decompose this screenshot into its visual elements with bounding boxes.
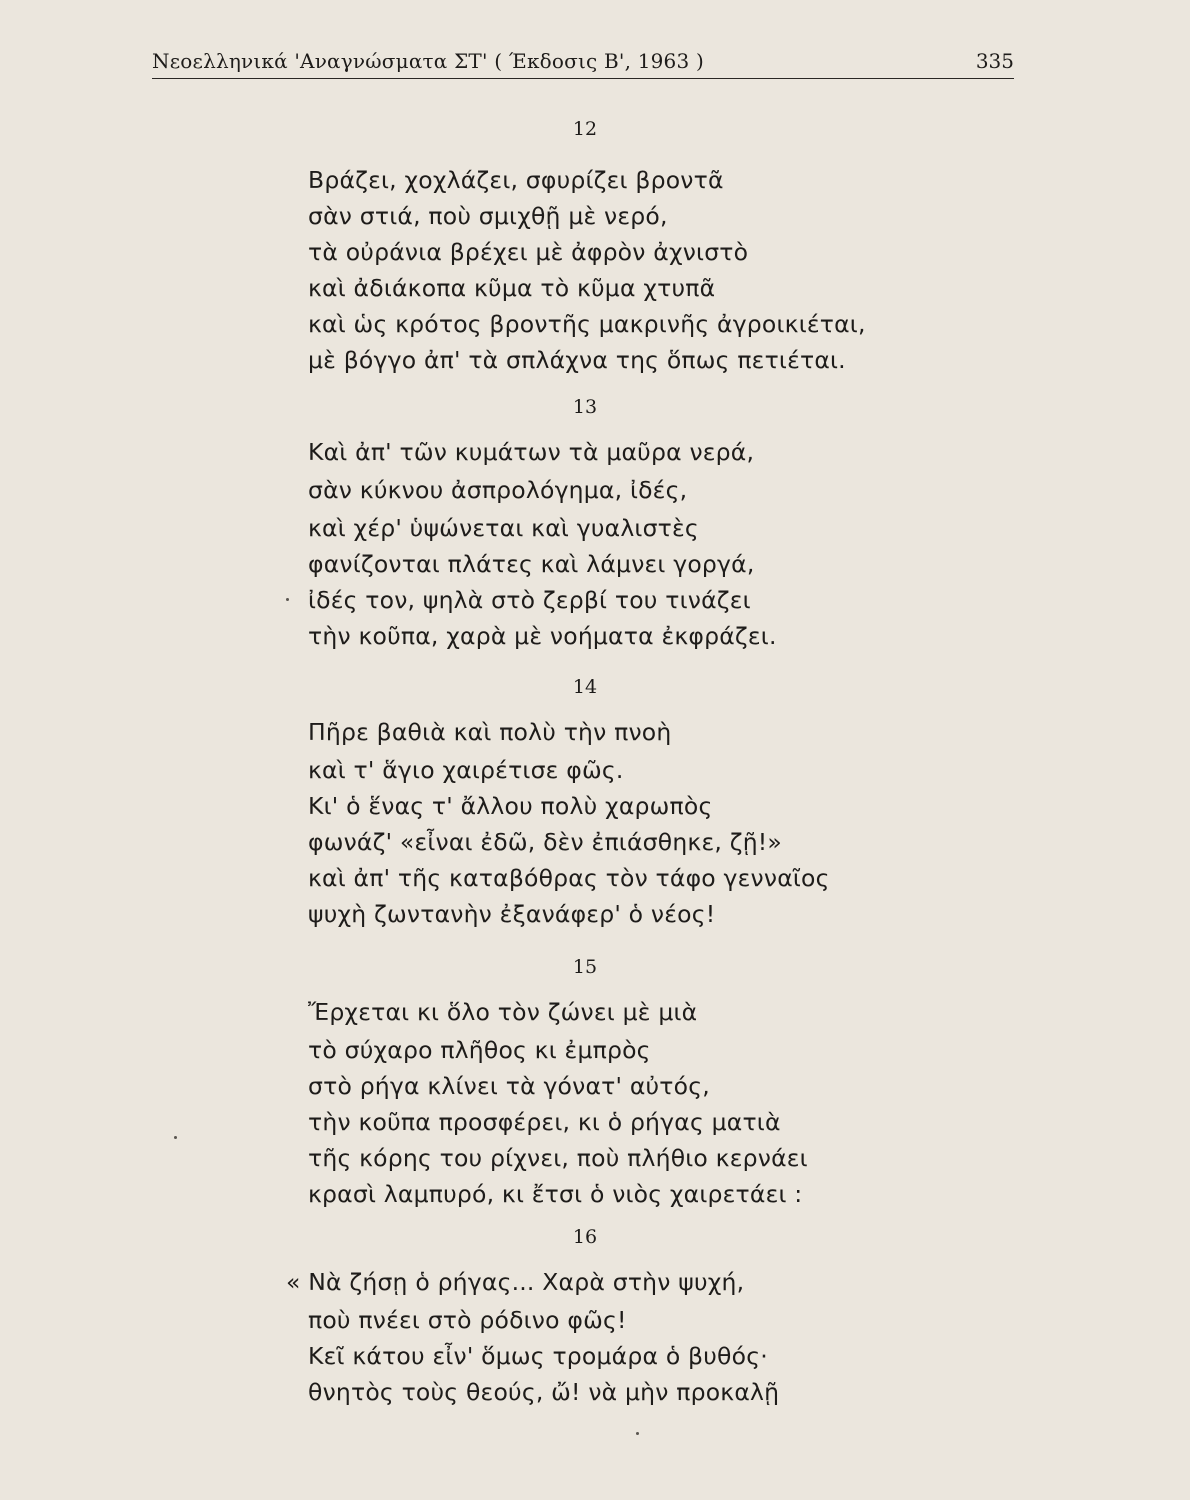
running-head: Νεοελληνικά 'Αναγνώσματα ΣΤ' ( Έκδοσις Β', 1963 ) [152,49,704,73]
stanza-number: 16 [572,1226,598,1248]
verse-line: Ἔρχεται κι ὅλο τὸν ζώνει μὲ μιὰ [308,998,698,1026]
verse-line: σὰν στιά, ποὺ σμιχθῇ μὲ νερό, [308,202,668,230]
page-number: 335 [975,49,1014,73]
verse-line: τὴν κοῦπα, χαρὰ μὲ νοήματα ἐκφράζει. [308,622,777,650]
verse-line: καὶ τ' ἅγιο χαιρέτισε φῶς. [308,756,624,784]
print-speck [174,1136,177,1139]
verse-line: τὰ οὐράνια βρέχει μὲ ἀφρὸν ἀχνιστὸ [308,238,749,266]
verse-line: Κεῖ κάτου εἶν' ὅμως τρομάρα ὁ βυθός· [308,1342,768,1370]
page-header [152,46,1014,79]
verse-line: κρασὶ λαμπυρό, κι ἔτσι ὁ νιὸς χαιρετάει : [308,1180,803,1208]
stanza-number: 13 [572,396,598,418]
verse-line: τὴν κοῦπα προσφέρει, κι ὁ ρήγας ματιὰ [308,1108,781,1136]
verse-line: Πῆρε βαθιὰ καὶ πολὺ τὴν πνοὴ [308,718,672,746]
verse-line: σὰν κύκνου ἀσπρολόγημα, ἰδές, [308,476,688,504]
verse-line: μὲ βόγγο ἀπ' τὰ σπλάχνα της ὅπως πετιέται. [308,346,846,374]
print-speck [286,598,289,601]
verse-line: καὶ ἀδιάκοπα κῦμα τὸ κῦμα χτυπᾶ [308,274,716,302]
stanza-number: 15 [572,956,598,978]
verse-line: τῆς κόρης του ρίχνει, ποὺ πλήθιο κερνάει [308,1144,808,1172]
verse-line: φανίζονται πλάτες καὶ λάμνει γοργά, [308,550,755,578]
verse-line: Κι' ὁ ἕνας τ' ἄλλου πολὺ χαρωπὸς [308,792,713,820]
verse-line: στὸ ρήγα κλίνει τὰ γόνατ' αὐτός, [308,1072,710,1100]
verse-line: Καὶ ἀπ' τῶν κυμάτων τὰ μαῦρα νερά, [308,438,755,466]
stanza-number: 14 [572,676,598,698]
verse-line: καὶ ἀπ' τῆς καταβόθρας τὸν τάφο γενναῖος [308,864,830,892]
verse-line: τὸ σύχαρο πλῆθος κι ἐμπρὸς [308,1036,651,1064]
verse-line: ἰδές τον, ψηλὰ στὸ ζερβί του τινάζει [308,586,751,614]
verse-line: ποὺ πνέει στὸ ρόδινο φῶς! [308,1306,627,1334]
verse-line: « Νὰ ζήσῃ ὁ ρήγας... Χαρὰ στὴν ψυχή, [286,1268,745,1296]
verse-line: ψυχὴ ζωντανὴν ἐξανάφερ' ὁ νέος! [308,900,716,928]
verse-line: Βράζει, χοχλάζει, σφυρίζει βροντᾶ [308,166,724,194]
stanza-number: 12 [572,118,598,140]
verse-line: θνητὸς τοὺς θεούς, ὤ! νὰ μὴν προκαλῇ [308,1378,780,1406]
verse-line: καὶ χέρ' ὑψώνεται καὶ γυαλιστὲς [308,514,699,542]
verse-line: φωνάζ' «εἶναι ἐδῶ, δὲν ἐπιάσθηκε, ζῇ!» [308,828,782,856]
verse-line: καὶ ὡς κρότος βροντῆς μακρινῆς ἀγροικιέται, [308,310,866,338]
print-speck [636,1432,639,1435]
